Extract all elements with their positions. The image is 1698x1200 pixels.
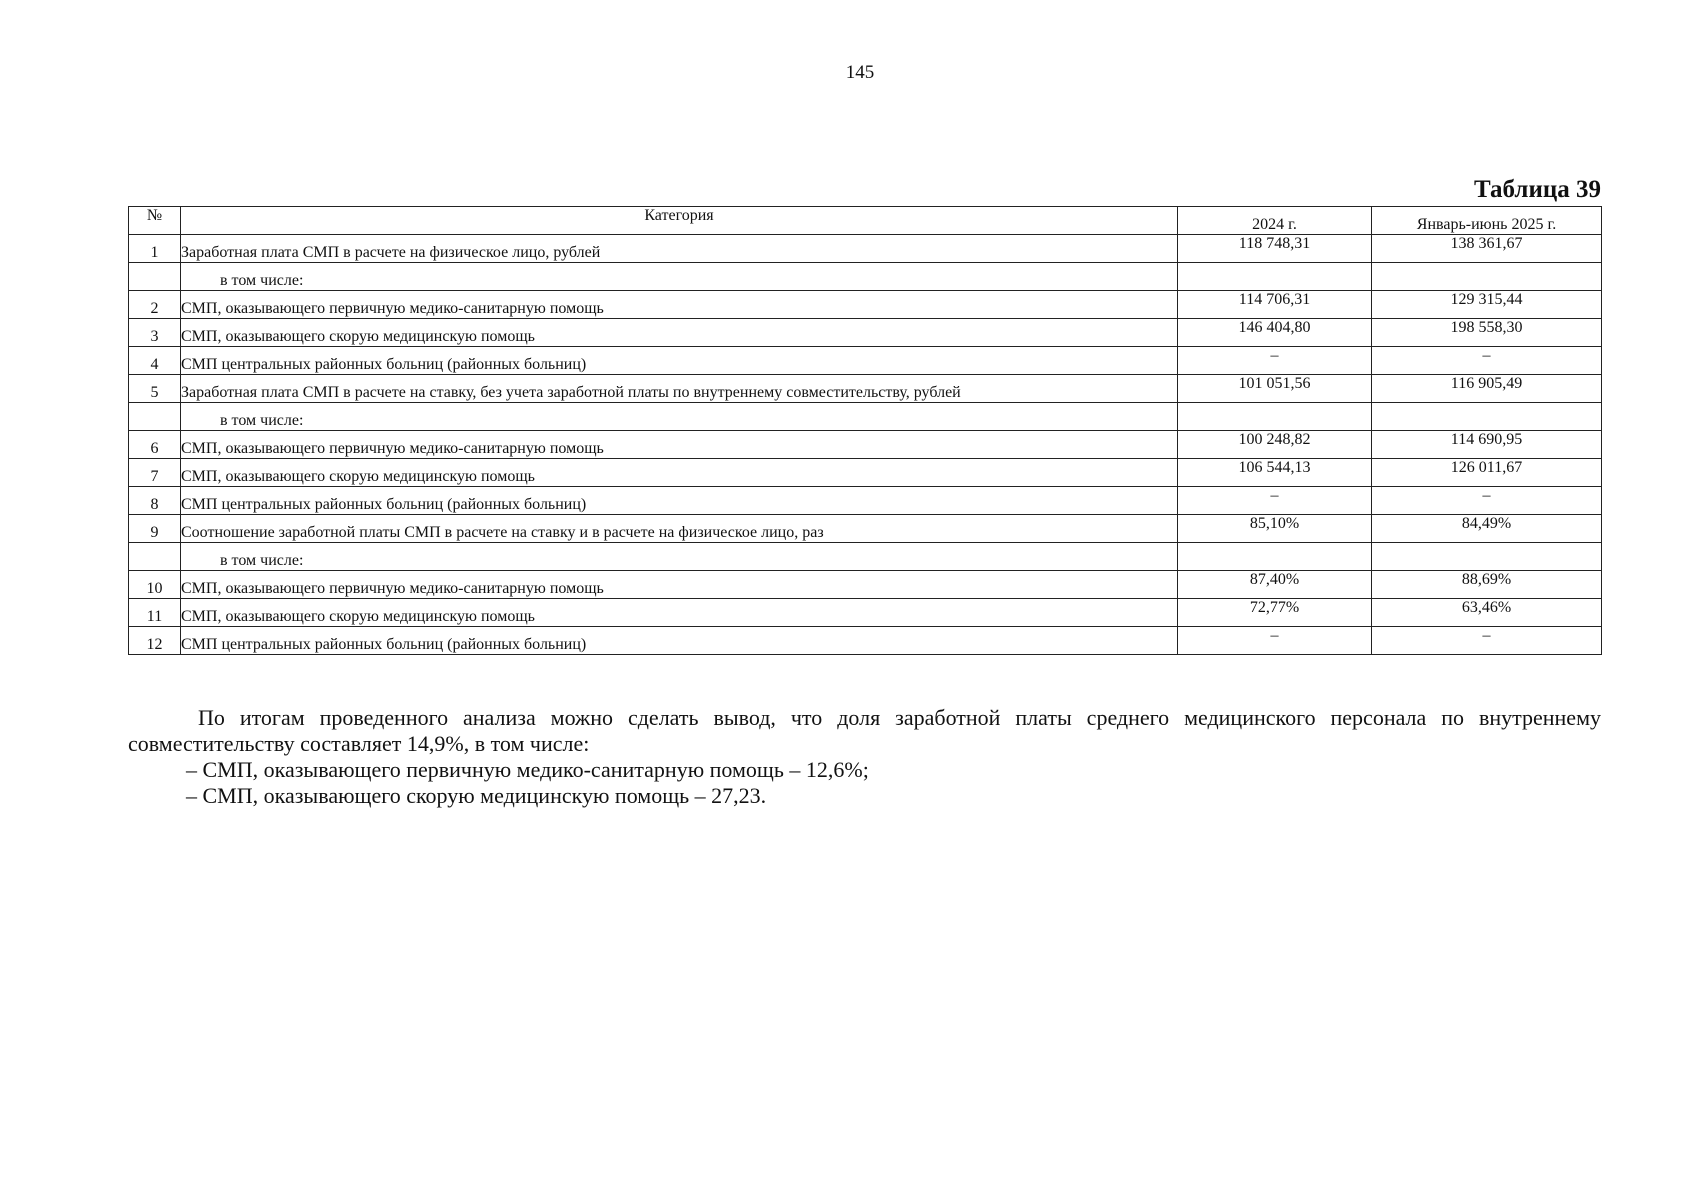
row-number xyxy=(129,403,181,431)
row-category: в том числе: xyxy=(181,543,1178,571)
table-row xyxy=(129,543,1602,571)
row-category: СМП, оказывающего первичную медико-санитарную помощь xyxy=(181,571,1178,599)
table-body xyxy=(129,235,1602,655)
row-category: в том числе: xyxy=(181,403,1178,431)
row-number: 6 xyxy=(129,431,181,459)
header-number: № xyxy=(129,207,181,235)
row-value-2025: – xyxy=(1372,347,1602,375)
table-row xyxy=(129,599,1602,627)
row-category: СМП центральных районных больниц (районных больниц) xyxy=(181,627,1178,655)
header-year-2025: Январь-июнь 2025 г. xyxy=(1372,207,1602,235)
table-row xyxy=(129,403,1602,431)
table-row xyxy=(129,571,1602,599)
table-header-row xyxy=(129,207,1602,235)
row-category: СМП, оказывающего скорую медицинскую помощь xyxy=(181,599,1178,627)
table-row xyxy=(129,291,1602,319)
row-value-2024 xyxy=(1178,543,1372,571)
row-category: СМП центральных районных больниц (районных больниц) xyxy=(181,487,1178,515)
row-number xyxy=(129,543,181,571)
row-value-2025: – xyxy=(1372,627,1602,655)
table-row xyxy=(129,347,1602,375)
row-value-2024 xyxy=(1178,263,1372,291)
row-value-2024: – xyxy=(1178,347,1372,375)
row-category: Заработная плата СМП в расчете на физическое лицо, рублей xyxy=(181,235,1178,263)
row-value-2025: 63,46% xyxy=(1372,599,1602,627)
row-value-2024: 114 706,31 xyxy=(1178,291,1372,319)
row-category: СМП центральных районных больниц (районных больниц) xyxy=(181,347,1178,375)
row-number xyxy=(129,263,181,291)
row-value-2024: 146 404,80 xyxy=(1178,319,1372,347)
table-row xyxy=(129,431,1602,459)
row-value-2024: 106 544,13 xyxy=(1178,459,1372,487)
row-number: 7 xyxy=(129,459,181,487)
row-value-2025: 126 011,67 xyxy=(1372,459,1602,487)
row-category: СМП, оказывающего скорую медицинскую помощь xyxy=(181,319,1178,347)
row-value-2025: 84,49% xyxy=(1372,515,1602,543)
table-row xyxy=(129,263,1602,291)
row-value-2024: 72,77% xyxy=(1178,599,1372,627)
row-number: 2 xyxy=(129,291,181,319)
row-category: СМП, оказывающего первичную медико-санитарную помощь xyxy=(181,431,1178,459)
table-row xyxy=(129,319,1602,347)
row-value-2024: 85,10% xyxy=(1178,515,1372,543)
row-value-2025: 198 558,30 xyxy=(1372,319,1602,347)
row-value-2025: 138 361,67 xyxy=(1372,235,1602,263)
conclusion-text xyxy=(128,705,1601,809)
row-value-2024: – xyxy=(1178,627,1372,655)
row-value-2025: 114 690,95 xyxy=(1372,431,1602,459)
row-category: СМП, оказывающего скорую медицинскую помощь xyxy=(181,459,1178,487)
row-number: 1 xyxy=(129,235,181,263)
row-value-2025 xyxy=(1372,263,1602,291)
table-row xyxy=(129,375,1602,403)
row-value-2025: 116 905,49 xyxy=(1372,375,1602,403)
conclusion-paragraph: По итогам проведенного анализа можно сделать вывод, что доля заработной платы среднего медицинского персонала по внутреннему совместительству составляет 14,9%, в том числе: xyxy=(128,705,1601,756)
row-value-2025 xyxy=(1372,543,1602,571)
conclusion-item: – СМП, оказывающего первичную медико-санитарную помощь – 12,6%; xyxy=(186,757,869,782)
row-value-2024 xyxy=(1178,403,1372,431)
row-value-2024: 118 748,31 xyxy=(1178,235,1372,263)
row-number: 8 xyxy=(129,487,181,515)
table-row xyxy=(129,235,1602,263)
page-number: 145 xyxy=(845,62,875,83)
row-value-2025: 129 315,44 xyxy=(1372,291,1602,319)
row-number: 10 xyxy=(129,571,181,599)
salary-table xyxy=(128,206,1602,655)
row-category: СМП, оказывающего первичную медико-санитарную помощь xyxy=(181,291,1178,319)
row-number: 4 xyxy=(129,347,181,375)
table-row xyxy=(129,459,1602,487)
row-value-2024: – xyxy=(1178,487,1372,515)
row-category: Соотношение заработной платы СМП в расчете на ставку и в расчете на физическое лицо, раз xyxy=(181,515,1178,543)
table-row xyxy=(129,627,1602,655)
row-category: в том числе: xyxy=(181,263,1178,291)
header-category: Категория xyxy=(181,207,1178,235)
row-number: 11 xyxy=(129,599,181,627)
table-row xyxy=(129,487,1602,515)
row-value-2024: 100 248,82 xyxy=(1178,431,1372,459)
row-value-2024: 87,40% xyxy=(1178,571,1372,599)
row-value-2025: – xyxy=(1372,487,1602,515)
table-row xyxy=(129,515,1602,543)
row-value-2025: 88,69% xyxy=(1372,571,1602,599)
row-number: 9 xyxy=(129,515,181,543)
row-value-2025 xyxy=(1372,403,1602,431)
row-number: 12 xyxy=(129,627,181,655)
header-year-2024: 2024 г. xyxy=(1178,207,1372,235)
row-value-2024: 101 051,56 xyxy=(1178,375,1372,403)
row-number: 3 xyxy=(129,319,181,347)
row-number: 5 xyxy=(129,375,181,403)
table-caption: Таблица 39 xyxy=(1473,176,1601,203)
row-category: Заработная плата СМП в расчете на ставку, без учета заработной платы по внутреннему совместительству, рублей xyxy=(181,375,1178,403)
conclusion-item: – СМП, оказывающего скорую медицинскую помощь – 27,23. xyxy=(186,783,767,808)
